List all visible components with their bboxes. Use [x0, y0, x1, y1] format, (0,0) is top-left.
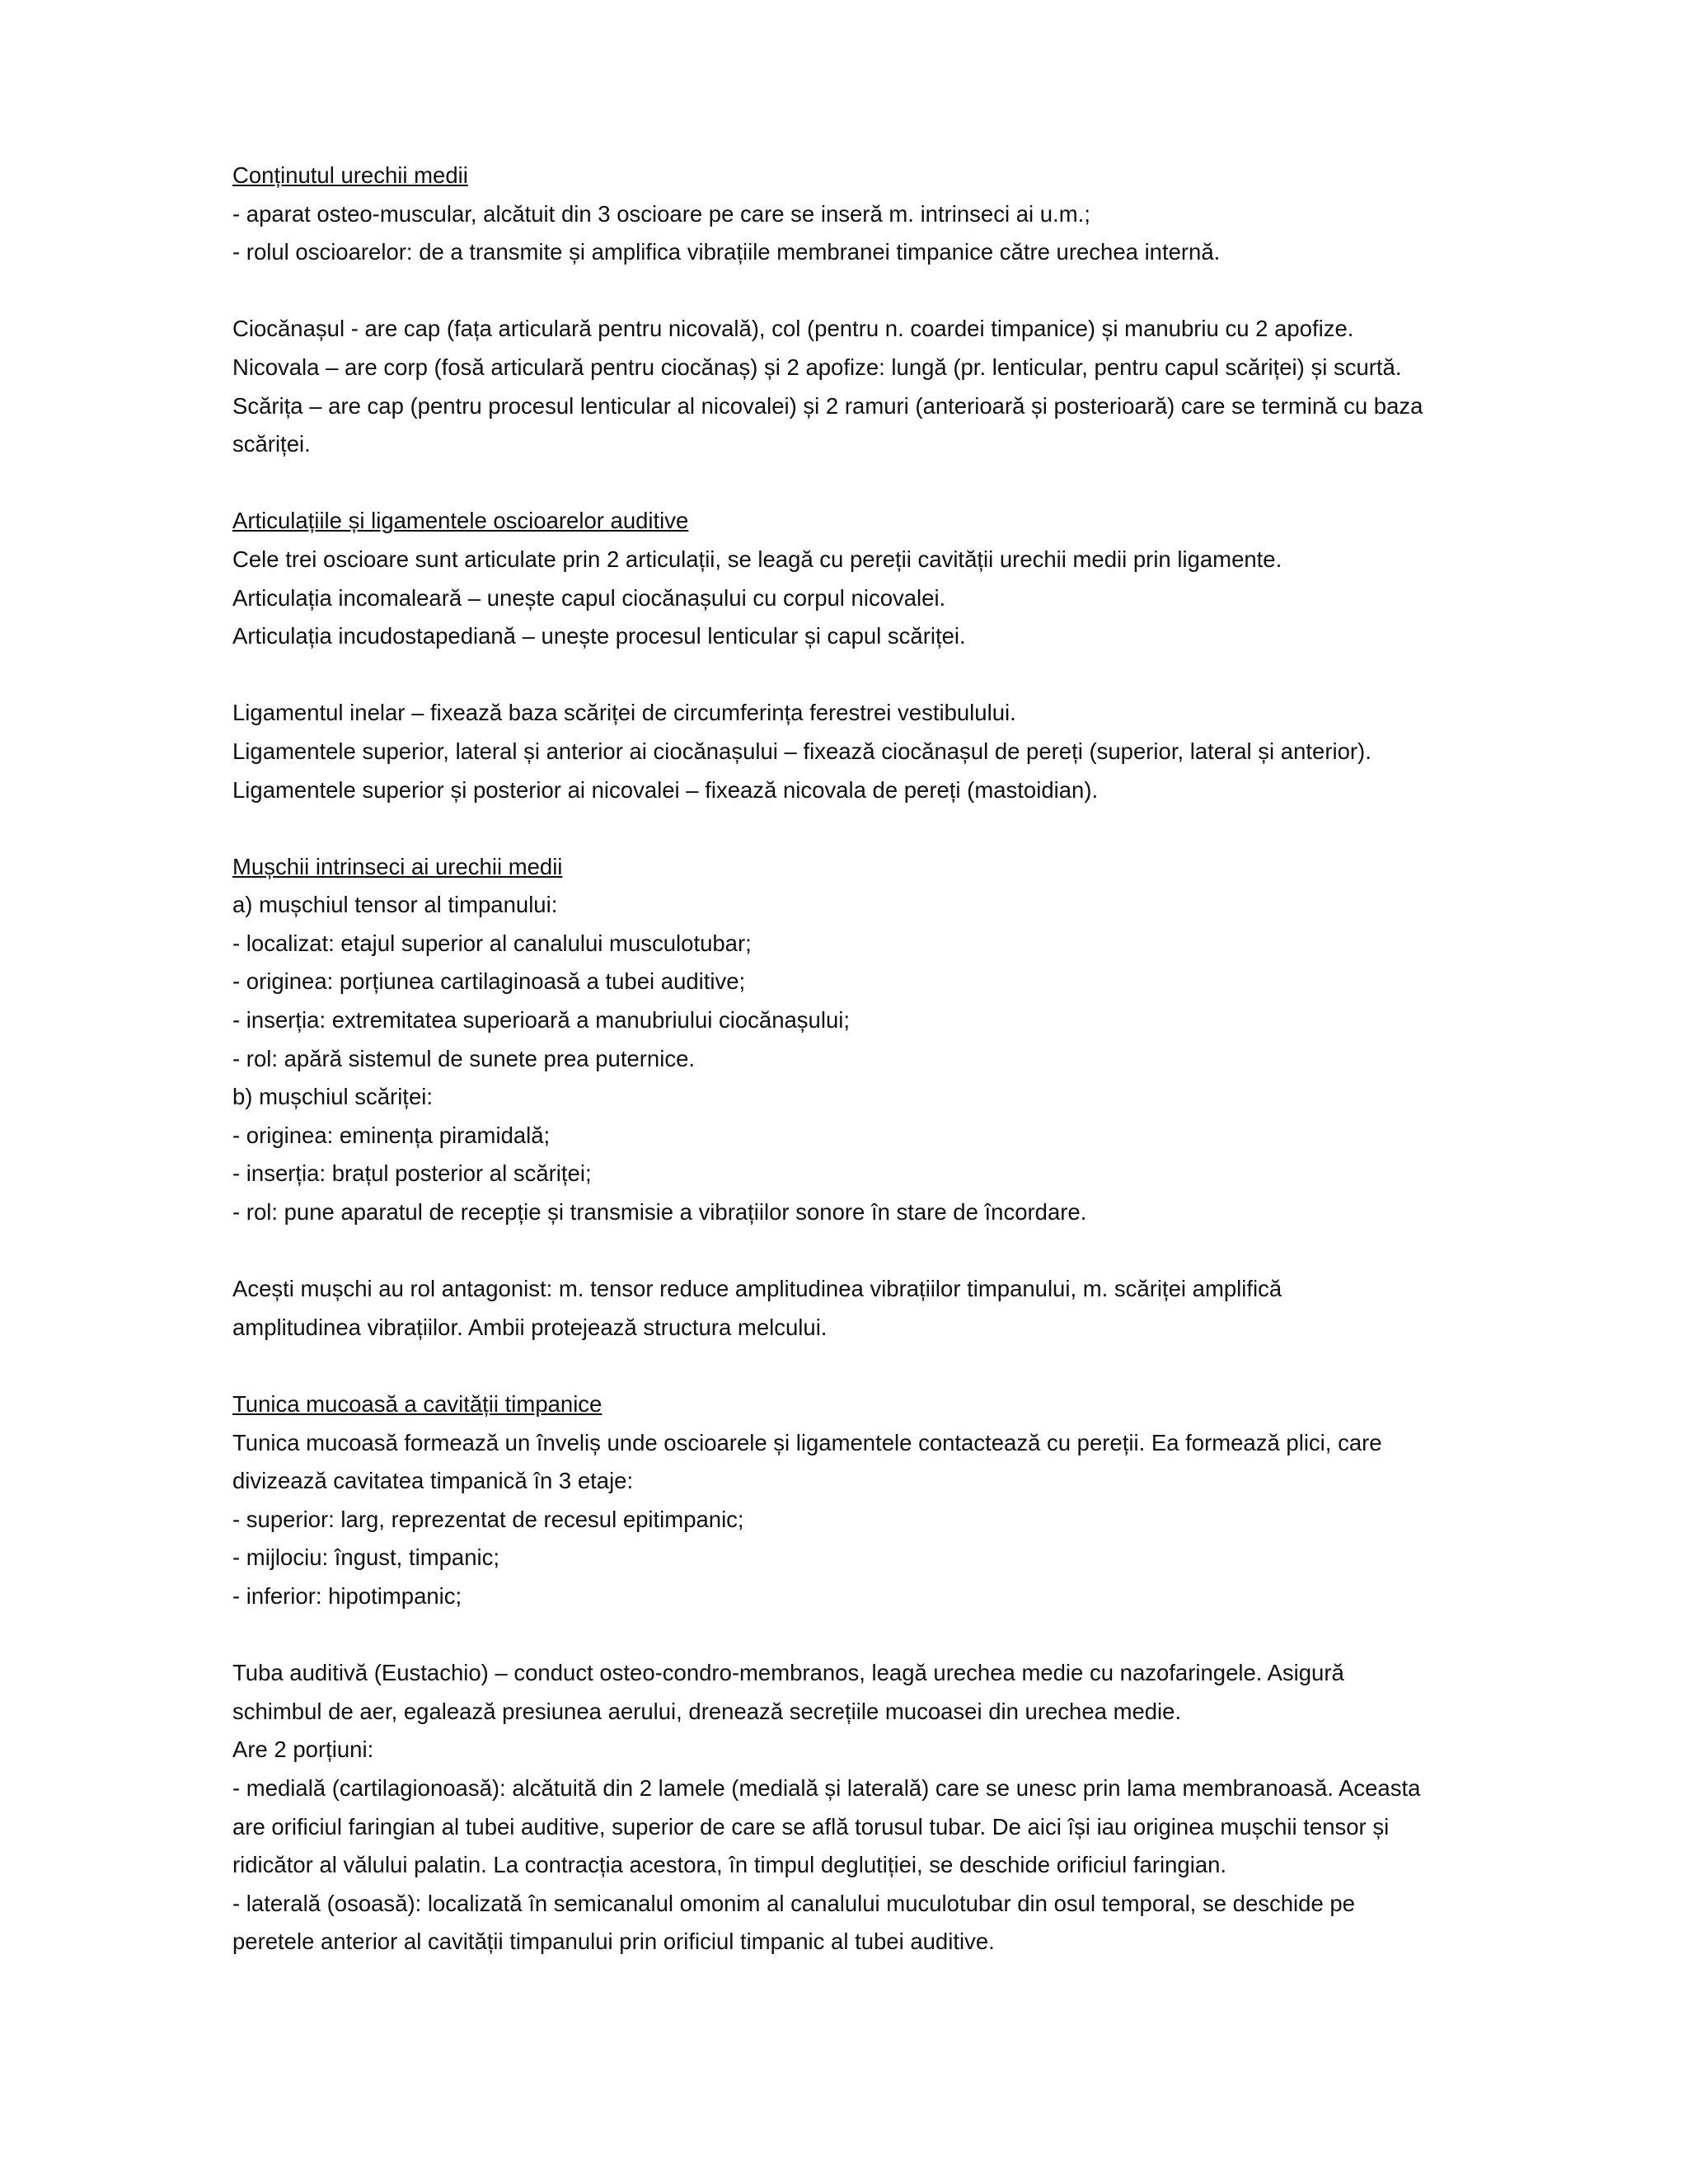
- text-line: Scărița – are cap (pentru procesul lenticular al nicovalei) și 2 ramuri (anterioară și posterioară) care se termină cu baza: [232, 392, 1423, 419]
- text-line: - superior: larg, reprezentat de recesul epitimpanic;: [232, 1506, 744, 1532]
- text-line: are orificiul faringian al tubei auditive, superior de care se află torusul tubar. De aici își iau originea mușchii tensor și: [232, 1813, 1390, 1840]
- heading-tunica: Tunica mucoasă a cavității timpanice: [232, 1391, 603, 1417]
- text-line: Tunica mucoasă formează un înveliș unde oscioarele și ligamentele contactează cu pereții. Ea formează plici, care: [232, 1429, 1382, 1455]
- text-line: Articulația incomaleară – unește capul ciocănașului cu corpul nicovalei.: [232, 584, 946, 611]
- blank-line: [232, 1232, 1568, 1271]
- text-line: Ciocănașul - are cap (fața articulară pentru nicovală), col (pentru n. coardei timpanice) și manubriu cu 2 apofize.: [232, 316, 1354, 342]
- text-line: - inserția: extremitatea superioară a manubriului ciocănașului;: [232, 1007, 850, 1033]
- text-line: Cele trei oscioare sunt articulate prin 2 articulații, se leagă cu pereții cavității urechii medii prin ligamente.: [232, 546, 1282, 572]
- text-line: Ligamentele superior, lateral și anterior ai ciocănașului – fixează ciocănașul de pereți (superior, lateral și anterior).: [232, 738, 1372, 764]
- blank-line: [232, 809, 1568, 848]
- text-line: - laterală (osoasă): localizată în semicanalul omonim al canalului muculotubar din osul temporal, se deschide pe: [232, 1890, 1355, 1916]
- text-line: b) mușchiul scăriței:: [232, 1084, 433, 1110]
- text-line: scăriței.: [232, 431, 311, 457]
- text-line: - mijlociu: îngust, timpanic;: [232, 1544, 499, 1571]
- text-line: - originea: porțiunea cartilaginoasă a tubei auditive;: [232, 968, 746, 995]
- text-line: amplitudinea vibrațiilor. Ambii protejează structura melcului.: [232, 1314, 828, 1340]
- heading-muschii: Mușchii intrinseci ai urechii medii: [232, 853, 563, 879]
- text-line: a) mușchiul tensor al timpanului:: [232, 892, 558, 918]
- blank-line: [232, 1616, 1568, 1655]
- text-line: - inferior: hipotimpanic;: [232, 1582, 462, 1609]
- text-line: - aparat osteo-muscular, alcătuit din 3 oscioare pe care se inseră m. intrinseci ai u.m.;: [232, 200, 1090, 227]
- text-line: peretele anterior al cavității timpanului prin orificiul timpanic al tubei auditive.: [232, 1929, 995, 1955]
- text-line: Nicovala – are corp (fosă articulară pentru ciocănaș) și 2 apofize: lungă (pr. lenticular, pentru capul scăriței) și scurtă.: [232, 354, 1402, 380]
- text-line: - localizat: etajul superior al canalului musculotubar;: [232, 930, 752, 956]
- text-line: schimbul de aer, egalează presiunea aerului, drenează secrețiile mucoasei din urechea medie.: [232, 1698, 1182, 1724]
- blank-line: [232, 272, 1568, 311]
- blank-line: [232, 656, 1568, 695]
- text-line: - rol: pune aparatul de recepție și transmisie a vibrațiilor sonore în stare de încordare.: [232, 1199, 1087, 1226]
- text-line: Are 2 porțiuni:: [232, 1736, 374, 1763]
- document-body: [232, 157, 1568, 1961]
- text-line: - rol: apără sistemul de sunete prea puternice.: [232, 1045, 695, 1071]
- blank-line: [232, 1347, 1568, 1385]
- text-line: Acești mușchi au rol antagonist: m. tensor reduce amplitudinea vibrațiilor timpanului, m. scăriței amplifică: [232, 1276, 1282, 1302]
- text-line: - medială (cartilagionoasă): alcătuită din 2 lamele (medială și laterală) care se unesc prin lama membranoasă. Aceasta: [232, 1774, 1421, 1801]
- text-line: Tuba auditivă (Eustachio) – conduct osteo-condro-membranos, leagă urechea medie cu nazofaringele. Asigură: [232, 1660, 1344, 1686]
- text-line: - originea: eminența piramidală;: [232, 1122, 551, 1148]
- text-line: Ligamentul inelar – fixează baza scăriței de circumferința ferestrei vestibulului.: [232, 700, 1016, 726]
- text-line: - rolul oscioarelor: de a transmite și amplifica vibrațiile membranei timpanice către urechea internă.: [232, 239, 1221, 265]
- text-line: Articulația incudostapediană – unește procesul lenticular și capul scăriței.: [232, 623, 966, 649]
- text-line: divizează cavitatea timpanică în 3 etaje:: [232, 1468, 634, 1494]
- text-line: ridicător al vălului palatin. La contracția acestora, în timpul deglutiției, se deschide orificiul faringian.: [232, 1852, 1227, 1878]
- heading-continutul: Conținutul urechii medii: [232, 162, 468, 188]
- text-line: - inserția: brațul posterior al scăriței;: [232, 1160, 592, 1187]
- text-line: Ligamentele superior și posterior ai nicovalei – fixează nicovala de pereți (mastoidian).: [232, 776, 1099, 803]
- heading-articulatii: Articulațiile și ligamentele oscioarelor auditive: [232, 508, 689, 534]
- blank-line: [232, 464, 1568, 503]
